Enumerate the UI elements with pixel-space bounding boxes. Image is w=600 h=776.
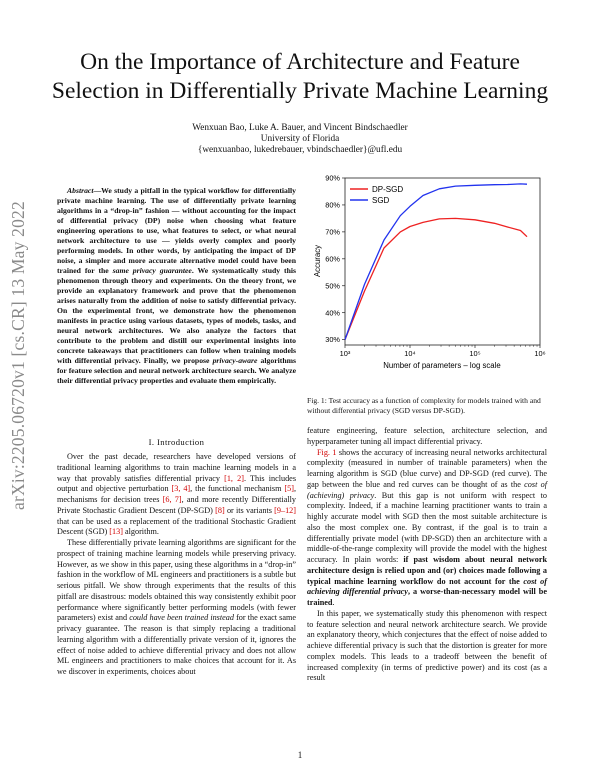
abstract-text: algorithms for feature selection and neural network architecture search. We analyze their differential privacy properties and evaluate them empirically.	[57, 356, 296, 385]
abstract	[57, 186, 296, 386]
figure-caption: Fig. 1: Test accuracy as a function of complexity for models trained with and without differential privacy (SGD versus DP-SGD).	[307, 396, 541, 415]
introduction-text	[57, 452, 296, 678]
abstract-text: . We systematically study this phenomenon through theory and experiments. On the theory front, we provide an explanatory framework and prove that the phenomenon arises naturally from the addition of noise to satisfy differential privacy. On the experimental front, we demonstrate how the phenomenon manifests in practice using various datasets, types of models, tasks, and neural network architectures. We also analyze the factors that contribute to the problem and distill our experimental insights into concrete takeaways that practitioners can follow when training models with differential privacy. Finally, we propose	[57, 266, 297, 365]
series-line-dp-sgd	[345, 218, 527, 339]
citation-link[interactable]: [8]	[215, 505, 225, 515]
paragraph: Over the past decade, researchers have developed versions of traditional learning algorithms to train machine learning models in a way that provably satisfies differential privacy [1, 2]. This includes output and objective perturbation [3, 4], the functional mechanism [5], mechanisms for decision trees [6, 7], and more recently Differentially Private Stochastic Gradient Descent (DP-SGD) [8] or its variants [9–12] that can be used as a replacement of the traditional Stochastic Gradient Descent (SGD) [13] algorithm.	[57, 452, 297, 537]
title-line-1: On the Importance of Architecture and Feature	[80, 49, 520, 75]
y-tick-label: 30%	[325, 335, 340, 345]
paragraph: feature engineering, feature selection, architecture selection, and hyperparameter tuning all impact differential privacy.	[307, 426, 547, 446]
y-tick-label: 60%	[325, 254, 340, 264]
series-line-sgd	[345, 184, 527, 340]
y-tick-label: 70%	[325, 227, 340, 237]
legend-label-dp-sgd: DP-SGD	[372, 185, 404, 194]
section-heading-introduction: I. Introduction	[148, 437, 205, 447]
x-axis	[340, 345, 546, 358]
x-tick-label: 10⁴	[404, 349, 416, 358]
arxiv-identifier: arXiv:2205.06720v1 [cs.CR] 13 May 2022	[8, 201, 28, 510]
y-tick-label: 80%	[325, 200, 340, 210]
figure-reference-link[interactable]: Fig. 1	[317, 447, 337, 457]
abstract-label: Abstract	[67, 186, 94, 195]
x-axis-label: Number of parameters – log scale	[383, 361, 501, 370]
y-axis-label: Accuracy	[313, 244, 322, 278]
abstract-text: —We study a pitfall in the typical workflow for differentially private machine learning. The use of differentially private learning algorithms in a “drop-in” fashion — without accounting for the impact of differential privacy (DP) noise when choosing what feature engineering operations to use, what features to select, or what neural network architecture to use — yields overly complex and poorly performing models. In other words, by anticipating the impact of DP noise, a simpler and more accurate alternative model could have been trained for the	[57, 186, 296, 275]
citation-link[interactable]: [13]	[109, 527, 123, 537]
x-tick-label: 10⁵	[469, 349, 481, 358]
authors: Wenxuan Bao, Luke A. Bauer, and Vincent Bindschaedler	[192, 123, 408, 133]
citation-link[interactable]: [9–12]	[274, 505, 296, 515]
y-tick-label: 40%	[325, 308, 340, 318]
abstract-emphasis: privacy-aware	[212, 356, 258, 365]
legend	[350, 185, 403, 205]
paragraph: These differentially private learning algorithms are significant for the prospect of training machine learning models while preserving privacy. However, as we show in this paper, using these algorithms in a “drop-in” fashion in the workflow of ML engineers and practitioners is a subtle but serious pitfall. We show through experiments that the results of this pitfall are disastrous: models obtained this way consistently exhibit poor performance where significantly better performing models (with fewer parameters) exist and could have been trained instead for the exact same privacy guarantee. The reason is that simply replacing a traditional learning algorithm with a differentially private version of it, ignores the effect of noise added to achieve differential privacy and does not allow ML engineers and practitioners to make choices that account for it. As we discover in experiments, choices about	[57, 538, 296, 676]
y-tick-label: 90%	[325, 173, 340, 183]
series-lines	[345, 184, 527, 340]
figure-1-chart	[310, 172, 550, 386]
x-tick-label: 10³	[339, 349, 351, 358]
x-tick-label: 10⁶	[534, 349, 546, 358]
citation-link[interactable]: [1, 2]	[224, 473, 244, 483]
author-emails: {wenxuanbao, lukedrebauer, vbindschaedler}@ufl.edu	[197, 145, 403, 155]
title-line-2: Selection in Differentially Private Machine Learning	[51, 78, 549, 104]
page-number: 1	[297, 750, 303, 760]
affiliation: University of Florida	[260, 134, 340, 144]
right-column-text	[307, 426, 547, 684]
abstract-emphasis: same privacy guarantee	[112, 266, 192, 275]
paper-title	[40, 48, 560, 106]
citation-link[interactable]: [5]	[284, 484, 294, 494]
paragraph: In this paper, we systematically study this phenomenon with respect to feature selection and neural network architecture search. We provide an explanatory theory, which conjectures that the effect of noise added to achieve differential privacy is such that the distortion is greater for more complex models. This leads to a tradeoff between the benefit of increased complexity (in terms of predictive power) and its cost (as a result	[307, 608, 547, 683]
citation-link[interactable]: [3, 4]	[171, 484, 191, 494]
y-axis	[325, 174, 345, 345]
y-tick-label: 50%	[325, 281, 340, 291]
citation-link[interactable]: [6, 7]	[162, 495, 182, 504]
paragraph: Fig. 1 shows the accuracy of increasing neural networks architectural complexity (measured in number of trainable parameters) when the learning algorithm is SGD (blue curve) and DP-SGD (red curve). The gap between the blue and red curves can be thought of as the cost of (achieving) privacy. But this gap is not uniform with respect to complexity. Indeed, if a machine learning practitioner wants to train a highly accurate model with SGD then the most suitable architecture is also the most complex one. By contrast, if the goal is to train a differentially private model (with DP-SGD) then an architecture with a middle-of-the-range complexity will provide the model with the highest accuracy. In plain words: if past wisdom about neural network architecture design is relied upon and (or) choices made following a typical machine learning workflow do not account for the cost of achieving differential privacy, a worse-than-necessary model will be trained.	[307, 447, 548, 607]
legend-label-sgd: SGD	[372, 196, 390, 205]
